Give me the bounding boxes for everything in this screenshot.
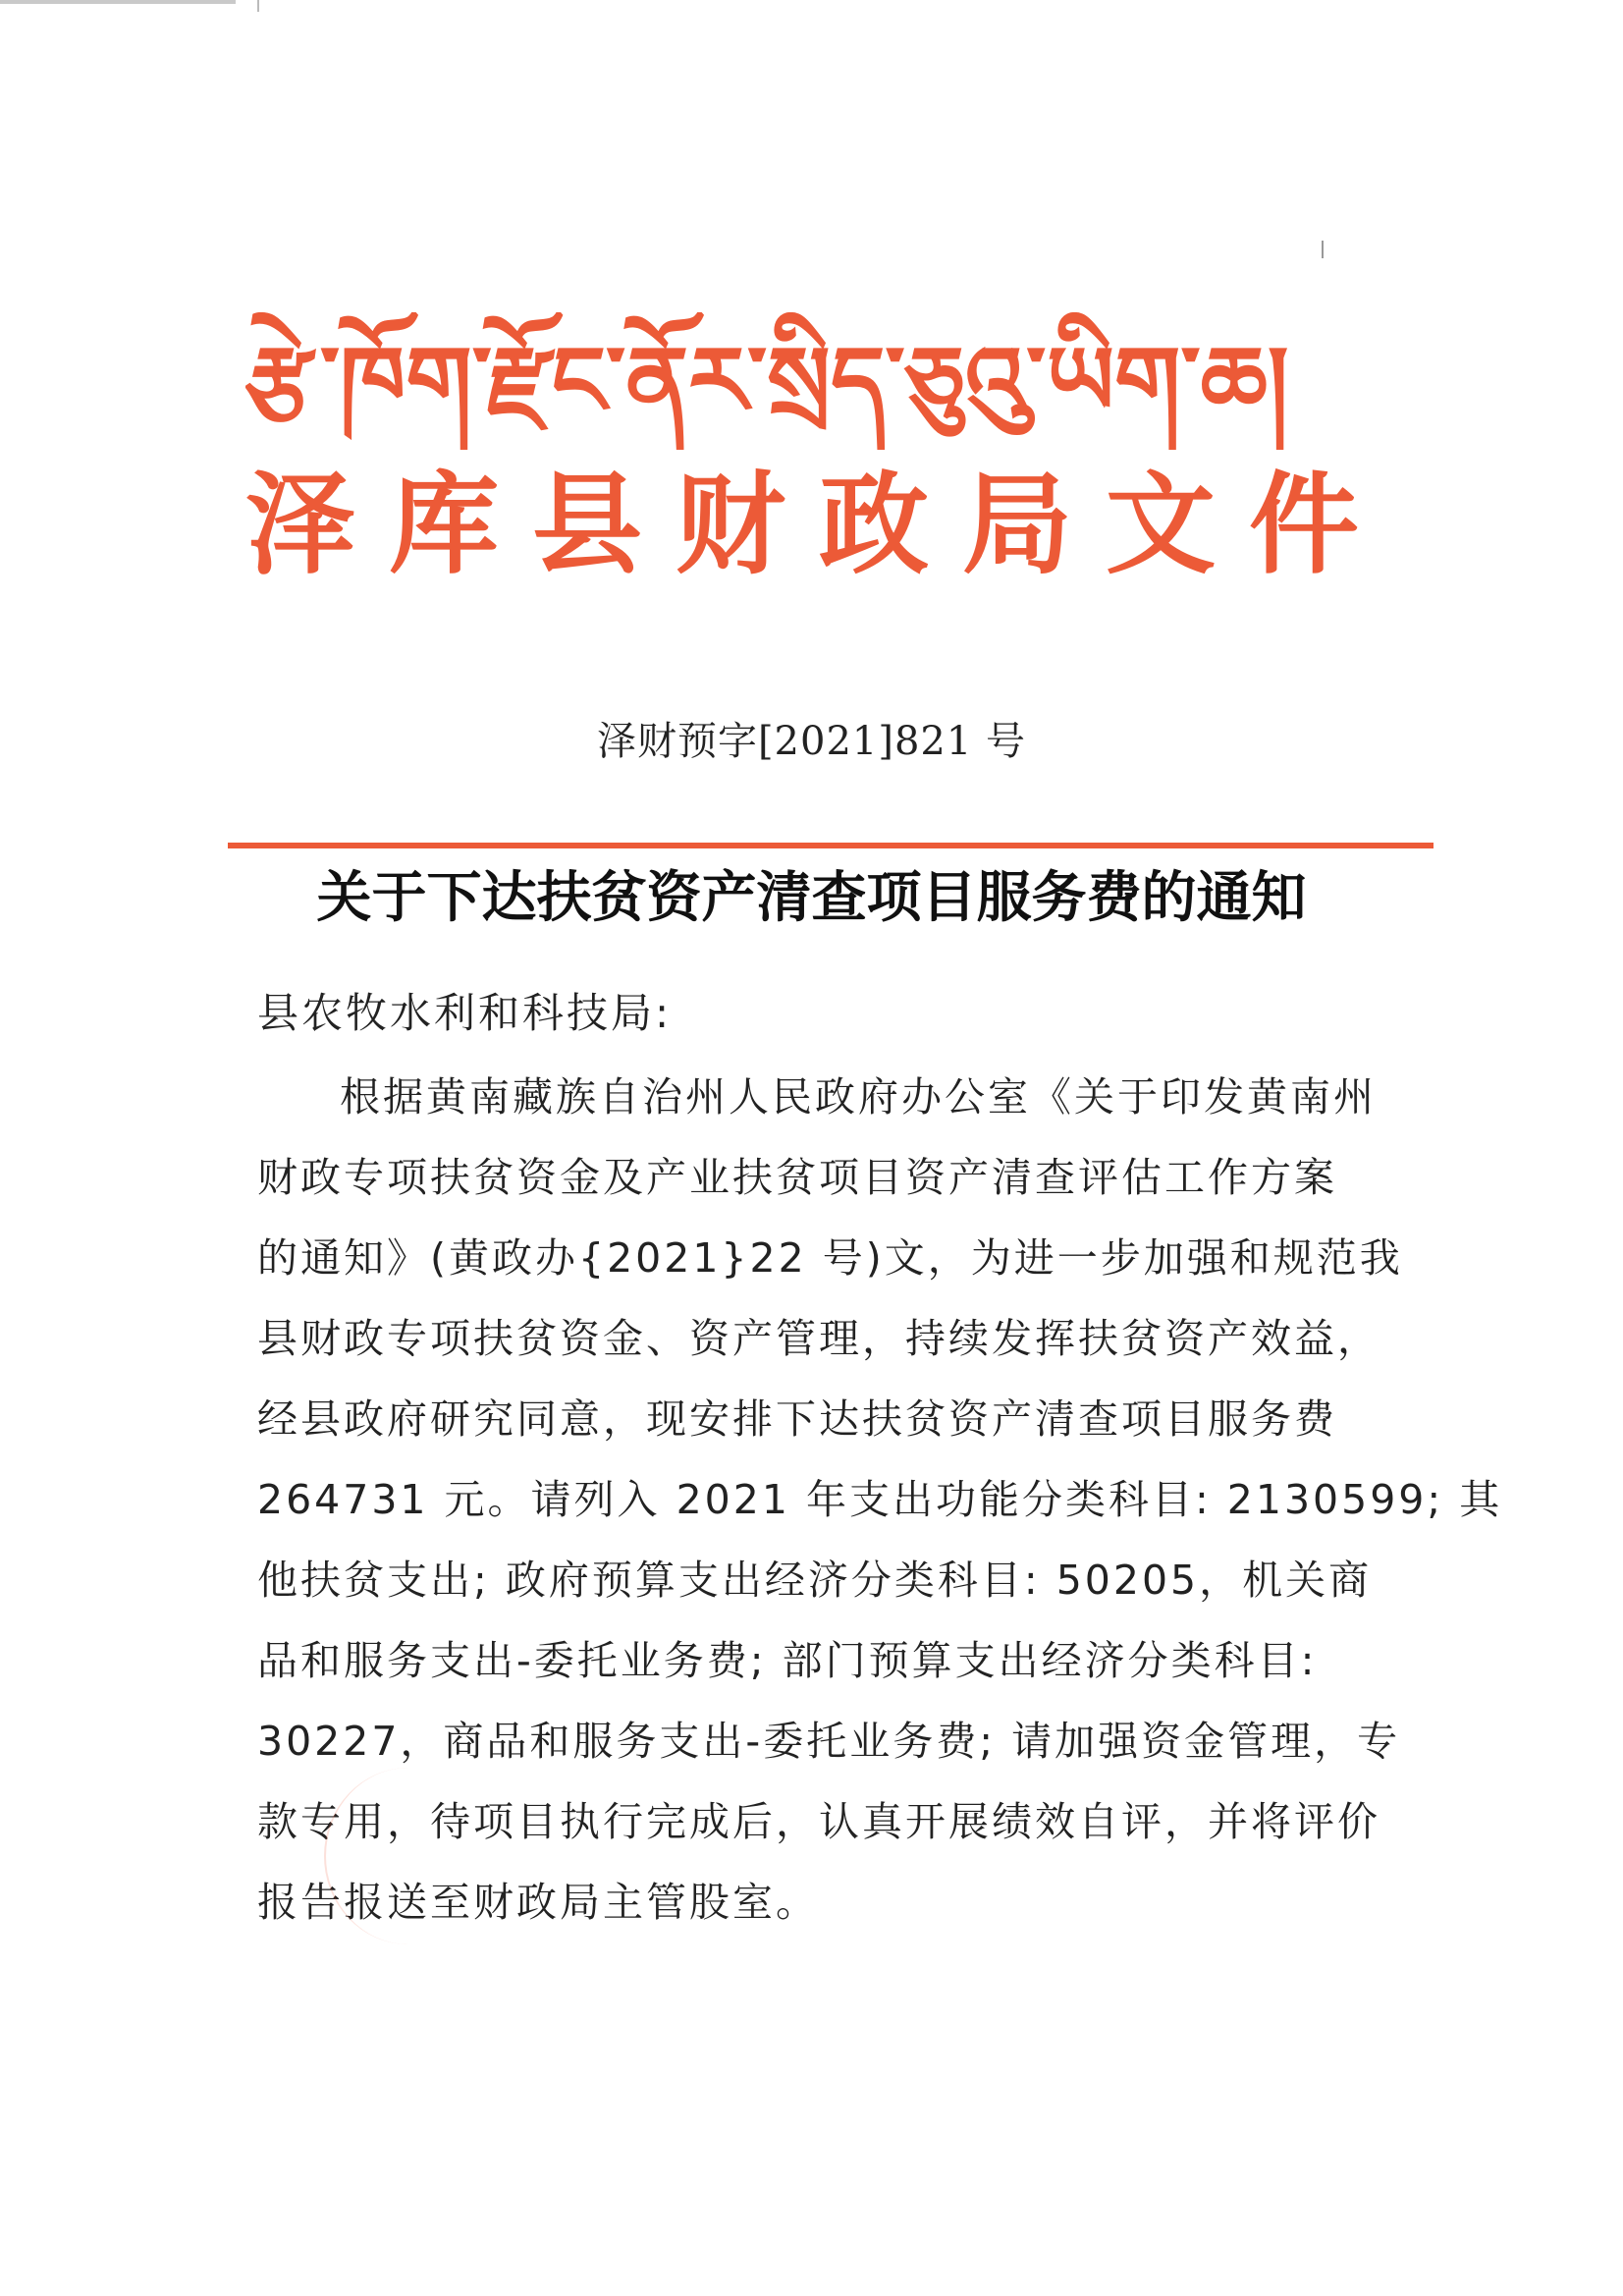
letterhead-chinese: 泽库县财政局文件	[245, 462, 1392, 589]
body-line: 264731 元。请列入 2021 年支出功能分类科目: 2130599; 其	[257, 1476, 1503, 1523]
body-line: 根据黄南藏族自治州人民政府办公室《关于印发黄南州	[340, 1073, 1377, 1121]
addressee: 县农牧水利和科技局:	[257, 989, 673, 1037]
body-line: 报告报送至财政局主管股室。	[257, 1879, 819, 1926]
stamp-remnant	[324, 1768, 493, 1944]
scan-artifact-tick	[257, 0, 259, 12]
scan-artifact-mark	[1322, 241, 1324, 258]
scan-artifact-top	[0, 0, 236, 4]
letterhead-tibetan: རྩེ་ཁོག་རྫོང་ནོར་སྲིད་ཅུའུ་ཡིག་ཆ།	[245, 326, 1289, 436]
body-line: 财政专项扶贫资金及产业扶贫项目资产清查评估工作方案	[257, 1154, 1337, 1201]
document-title: 关于下达扶贫资产清查项目服务费的通知	[316, 865, 1307, 930]
document-number: 泽财预字[2021]821 号	[596, 719, 1027, 764]
body-line: 款专用，待项目执行完成后，认真开展绩效自评，并将评价	[257, 1798, 1380, 1845]
red-divider-rule	[228, 843, 1434, 848]
body-line: 30227，商品和服务支出-委托业务费; 请加强资金管理，专	[257, 1718, 1401, 1765]
body-line: 品和服务支出-委托业务费; 部门预算支出经济分类科目:	[257, 1637, 1318, 1684]
body-line: 经县政府研究同意，现安排下达扶贫资产清查项目服务费	[257, 1395, 1337, 1443]
body-line: 他扶贫支出; 政府预算支出经济分类科目: 50205，机关商	[257, 1557, 1373, 1604]
body-line: 县财政专项扶贫资金、资产管理，持续发挥扶贫资产效益，	[257, 1315, 1380, 1362]
body-line: 的通知》(黄政办{2021}22 号)文，为进一步加强和规范我	[257, 1234, 1403, 1282]
